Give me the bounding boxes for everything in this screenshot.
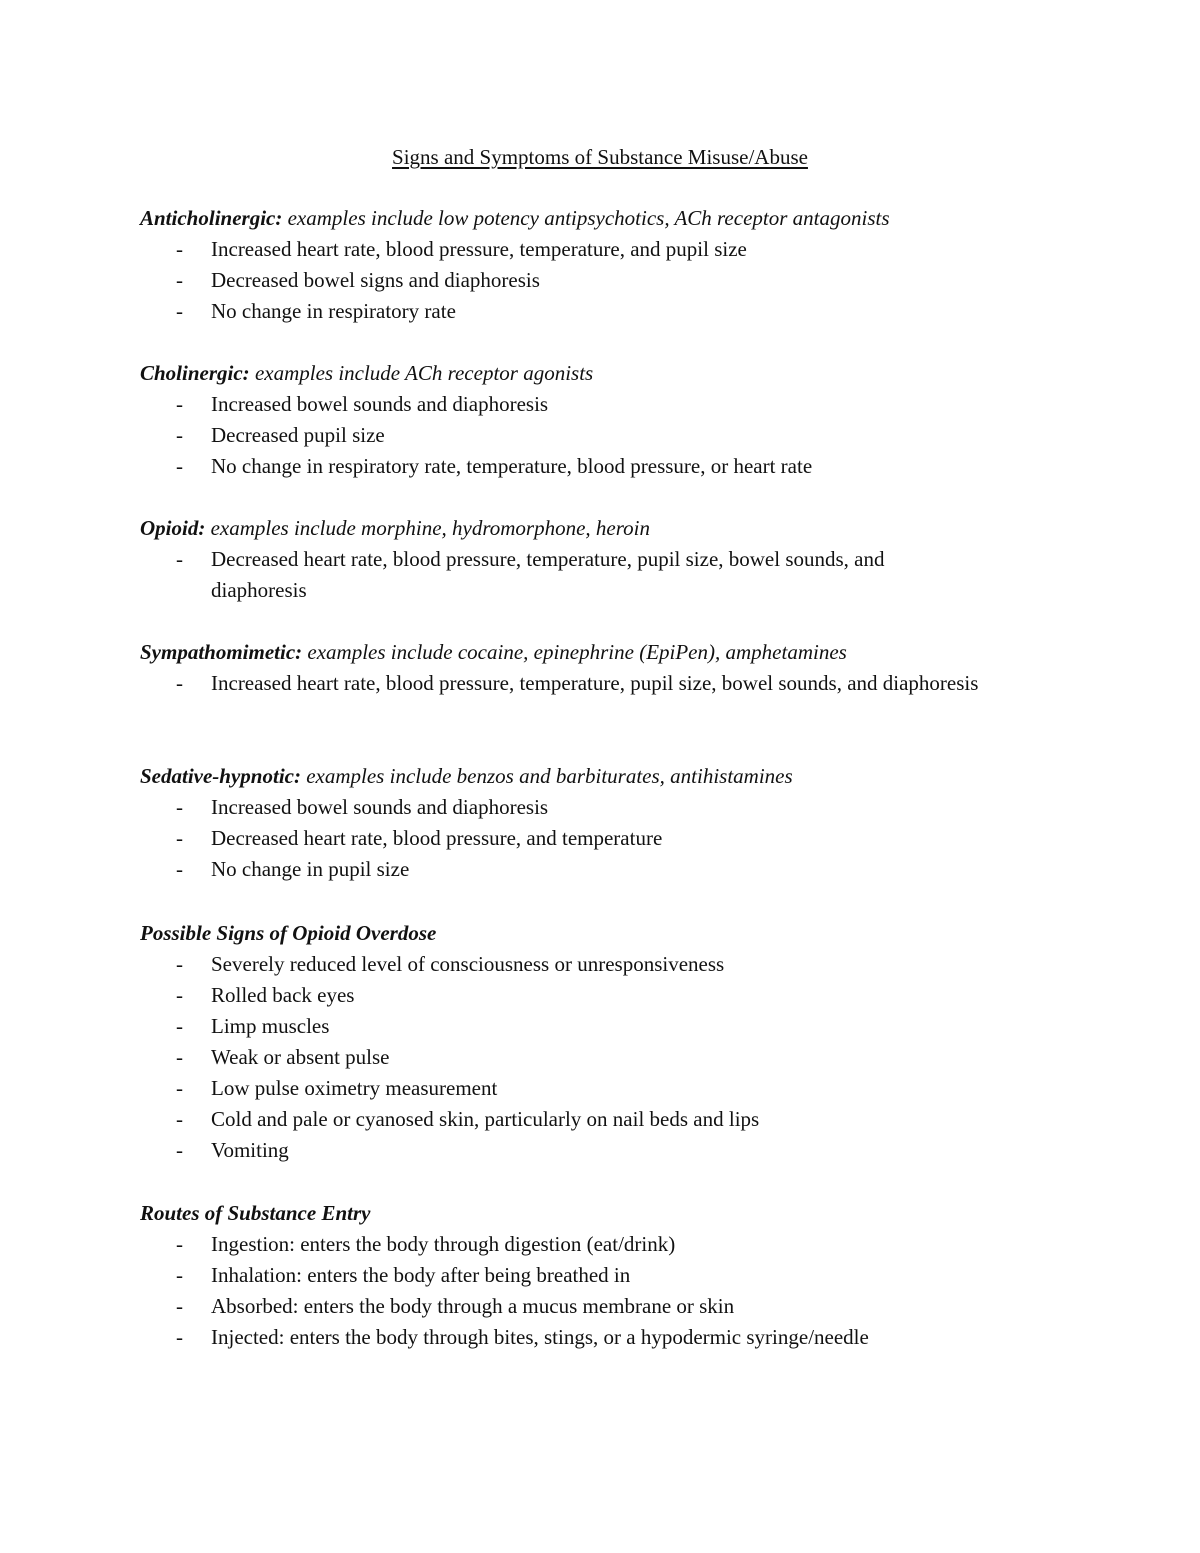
list-item	[140, 1135, 1040, 1166]
list-item-text: Absorbed: enters the body through a mucus membrane or skin	[211, 1294, 735, 1318]
dash-bullet: -	[176, 237, 183, 261]
dash-bullet: -	[176, 1045, 183, 1069]
section-label: Routes of Substance Entry	[140, 1201, 371, 1225]
section-opioid	[140, 513, 1040, 606]
list-item	[140, 854, 1040, 885]
list-item	[140, 1291, 1040, 1322]
bullet-list	[140, 949, 1040, 1166]
bullet-list	[140, 792, 1040, 885]
list-item	[140, 668, 1040, 699]
dash-bullet: -	[176, 983, 183, 1007]
list-item-text: No change in respiratory rate	[211, 299, 456, 323]
list-item-text: Increased heart rate, blood pressure, temperature, pupil size, bowel sounds, and diaphoresis	[211, 671, 979, 695]
list-item	[140, 451, 1040, 482]
list-item	[140, 1260, 1040, 1291]
bullet-list	[140, 1229, 1040, 1353]
section-label: Cholinergic:	[140, 361, 250, 385]
section-heading	[140, 513, 1040, 544]
list-item-text: Low pulse oximetry measurement	[211, 1076, 498, 1100]
list-item-text: Injected: enters the body through bites, stings, or a hypodermic syringe/needle	[211, 1325, 869, 1349]
dash-bullet: -	[176, 826, 183, 850]
list-item	[140, 949, 1040, 980]
section-description: examples include low potency antipsychotics, ACh receptor antagonists	[282, 206, 890, 230]
section-label: Opioid:	[140, 516, 206, 540]
dash-bullet: -	[176, 1232, 183, 1256]
list-item-text: Decreased bowel signs and diaphoresis	[211, 268, 540, 292]
list-item-text: Ingestion: enters the body through digestion (eat/drink)	[211, 1232, 676, 1256]
section-routes-of-entry	[140, 1198, 1040, 1353]
section-sedative-hypnotic	[140, 761, 1040, 885]
dash-bullet: -	[176, 795, 183, 819]
list-item	[140, 792, 1040, 823]
section-heading	[140, 358, 1040, 389]
bullet-list	[140, 389, 1040, 482]
section-description: examples include morphine, hydromorphone, heroin	[205, 516, 650, 540]
list-item-text: Increased heart rate, blood pressure, temperature, and pupil size	[211, 237, 747, 261]
dash-bullet: -	[176, 423, 183, 447]
list-item	[140, 420, 1040, 451]
list-item	[140, 1042, 1040, 1073]
section-description: examples include benzos and barbiturates, antihistamines	[300, 764, 793, 788]
section-label: Sedative-hypnotic:	[140, 764, 301, 788]
dash-bullet: -	[176, 1294, 183, 1318]
section-sympathomimetic	[140, 637, 1040, 699]
page-title: Signs and Symptoms of Substance Misuse/Abuse	[392, 145, 808, 169]
dash-bullet: -	[176, 671, 183, 695]
list-item	[140, 980, 1040, 1011]
list-item-text: Vomiting	[211, 1138, 289, 1162]
list-item	[140, 1104, 1040, 1135]
list-item	[140, 265, 1040, 296]
list-item	[140, 544, 1040, 606]
dash-bullet: -	[176, 857, 183, 881]
section-heading	[140, 918, 1040, 949]
list-item-text: Limp muscles	[211, 1014, 330, 1038]
list-item	[140, 1322, 1040, 1353]
list-item-text: Increased bowel sounds and diaphoresis	[211, 392, 549, 416]
section-label: Possible Signs of Opioid Overdose	[140, 921, 437, 945]
list-item-text: No change in pupil size	[211, 857, 410, 881]
dash-bullet: -	[176, 952, 183, 976]
dash-bullet: -	[176, 268, 183, 292]
list-item	[140, 1073, 1040, 1104]
section-anticholinergic	[140, 203, 1040, 327]
section-description: examples include cocaine, epinephrine (EpiPen), amphetamines	[302, 640, 847, 664]
list-item-text: Weak or absent pulse	[211, 1045, 390, 1069]
bullet-list	[140, 544, 1040, 606]
section-cholinergic	[140, 358, 1040, 482]
dash-bullet: -	[176, 1138, 183, 1162]
dash-bullet: -	[176, 547, 183, 571]
list-item-text: Cold and pale or cyanosed skin, particularly on nail beds and lips	[211, 1107, 760, 1131]
list-item	[140, 296, 1040, 327]
dash-bullet: -	[176, 1263, 183, 1287]
section-label: Sympathomimetic:	[140, 640, 303, 664]
section-opioid-overdose-signs	[140, 918, 1040, 1166]
dash-bullet: -	[176, 299, 183, 323]
list-item-text: Severely reduced level of consciousness or unresponsiveness	[211, 952, 725, 976]
list-item	[140, 1229, 1040, 1260]
list-item-text: Inhalation: enters the body after being breathed in	[211, 1263, 631, 1287]
list-item	[140, 1011, 1040, 1042]
list-item-text: No change in respiratory rate, temperature, blood pressure, or heart rate	[211, 454, 813, 478]
list-item-text: Increased bowel sounds and diaphoresis	[211, 795, 549, 819]
dash-bullet: -	[176, 1076, 183, 1100]
section-heading	[140, 637, 1040, 668]
dash-bullet: -	[176, 392, 183, 416]
list-item	[140, 234, 1040, 265]
dash-bullet: -	[176, 454, 183, 478]
list-item-text: Decreased heart rate, blood pressure, and temperature	[211, 826, 663, 850]
section-heading	[140, 1198, 1040, 1229]
list-item	[140, 823, 1040, 854]
list-item-text: Decreased pupil size	[211, 423, 385, 447]
bullet-list	[140, 234, 1040, 327]
list-item-text: Decreased heart rate, blood pressure, temperature, pupil size, bowel sounds, and diaphoresis	[211, 547, 885, 602]
section-heading	[140, 761, 1040, 792]
list-item	[140, 389, 1040, 420]
section-heading	[140, 203, 1040, 234]
dash-bullet: -	[176, 1014, 183, 1038]
bullet-list	[140, 668, 1040, 699]
section-label: Anticholinergic:	[140, 206, 283, 230]
dash-bullet: -	[176, 1325, 183, 1349]
section-description: examples include ACh receptor agonists	[249, 361, 594, 385]
dash-bullet: -	[176, 1107, 183, 1131]
list-item-text: Rolled back eyes	[211, 983, 355, 1007]
